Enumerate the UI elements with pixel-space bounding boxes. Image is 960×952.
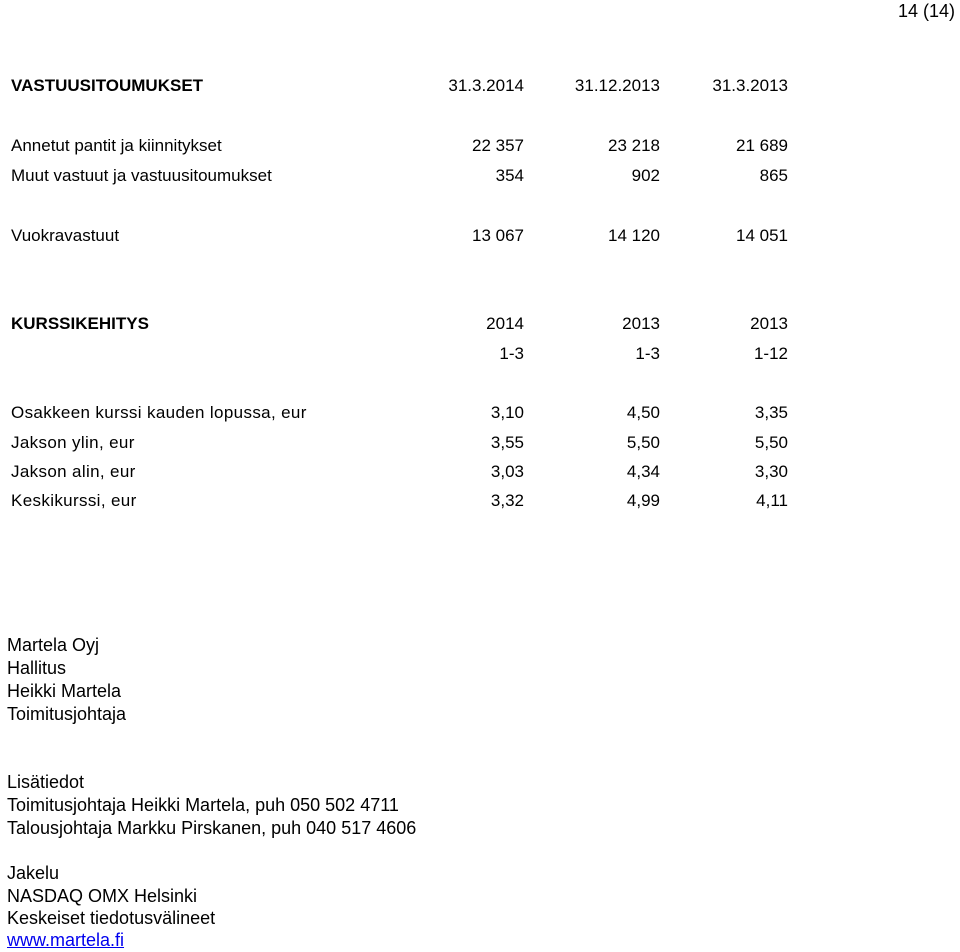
signatory-name: Heikki Martela — [7, 681, 122, 701]
page-number: 14 (14) — [897, 1, 955, 21]
period-header: 1-12 — [753, 344, 788, 363]
distribution-line: NASDAQ OMX Helsinki — [7, 886, 198, 906]
cell-value: 3,03 — [490, 462, 524, 481]
cell-value: 3,35 — [754, 403, 788, 422]
signatory-title: Toimitusjohtaja — [7, 704, 127, 724]
cell-value: 3,10 — [490, 403, 524, 422]
signatory-body: Hallitus — [7, 658, 67, 678]
cell-value: 3,30 — [754, 462, 788, 481]
cell-value: 4,34 — [626, 462, 660, 481]
row-label: Annetut pantit ja kiinnitykset — [11, 136, 222, 155]
cell-value: 21 689 — [736, 136, 788, 155]
commitments-col-header: 31.3.2013 — [712, 76, 788, 95]
cell-value: 3,55 — [490, 433, 524, 452]
commitments-title: VASTUUSITOUMUKSET — [11, 76, 204, 95]
cell-value: 4,99 — [626, 491, 660, 510]
cell-value: 5,50 — [754, 433, 788, 452]
period-header: 1-3 — [635, 344, 660, 363]
cell-value: 865 — [759, 166, 788, 185]
distribution-line: Keskeiset tiedotusvälineet — [7, 908, 216, 928]
cell-value: 4,11 — [756, 491, 788, 510]
distribution-heading: Jakelu — [7, 863, 60, 883]
contacts-heading: Lisätiedot — [7, 772, 85, 792]
year-header: 2013 — [750, 314, 788, 333]
cell-value: 22 357 — [472, 136, 524, 155]
company-name: Martela Oyj — [7, 635, 100, 655]
cell-value: 14 120 — [608, 226, 660, 245]
cell-value: 3,32 — [490, 491, 524, 510]
share-price-title: KURSSIKEHITYS — [11, 314, 149, 333]
row-label: Muut vastuut ja vastuusitoumukset — [11, 166, 272, 185]
cell-value: 5,50 — [626, 433, 660, 452]
contact-line: Toimitusjohtaja Heikki Martela, puh 050 502 4711 — [7, 795, 399, 815]
cell-value: 13 067 — [472, 226, 524, 245]
row-label: Jakson ylin, eur — [11, 433, 135, 452]
year-header: 2014 — [486, 314, 524, 333]
row-label: Osakkeen kurssi kauden lopussa, eur — [11, 403, 307, 422]
commitments-col-header: 31.12.2013 — [574, 76, 660, 95]
cell-value: 4,50 — [626, 403, 660, 422]
period-header: 1-3 — [499, 344, 524, 363]
cell-value: 354 — [495, 166, 524, 185]
row-label: Vuokravastuut — [11, 226, 120, 245]
cell-value: 14 051 — [736, 226, 788, 245]
commitments-col-header: 31.3.2014 — [448, 76, 524, 95]
year-header: 2013 — [622, 314, 660, 333]
cell-value: 23 218 — [608, 136, 660, 155]
website-link[interactable]: www.martela.fi — [7, 930, 125, 950]
row-label: Jakson alin, eur — [11, 462, 136, 481]
cell-value: 902 — [631, 166, 660, 185]
contact-line: Talousjohtaja Markku Pirskanen, puh 040 517 4606 — [7, 818, 417, 838]
row-label: Keskikurssi, eur — [11, 491, 137, 510]
